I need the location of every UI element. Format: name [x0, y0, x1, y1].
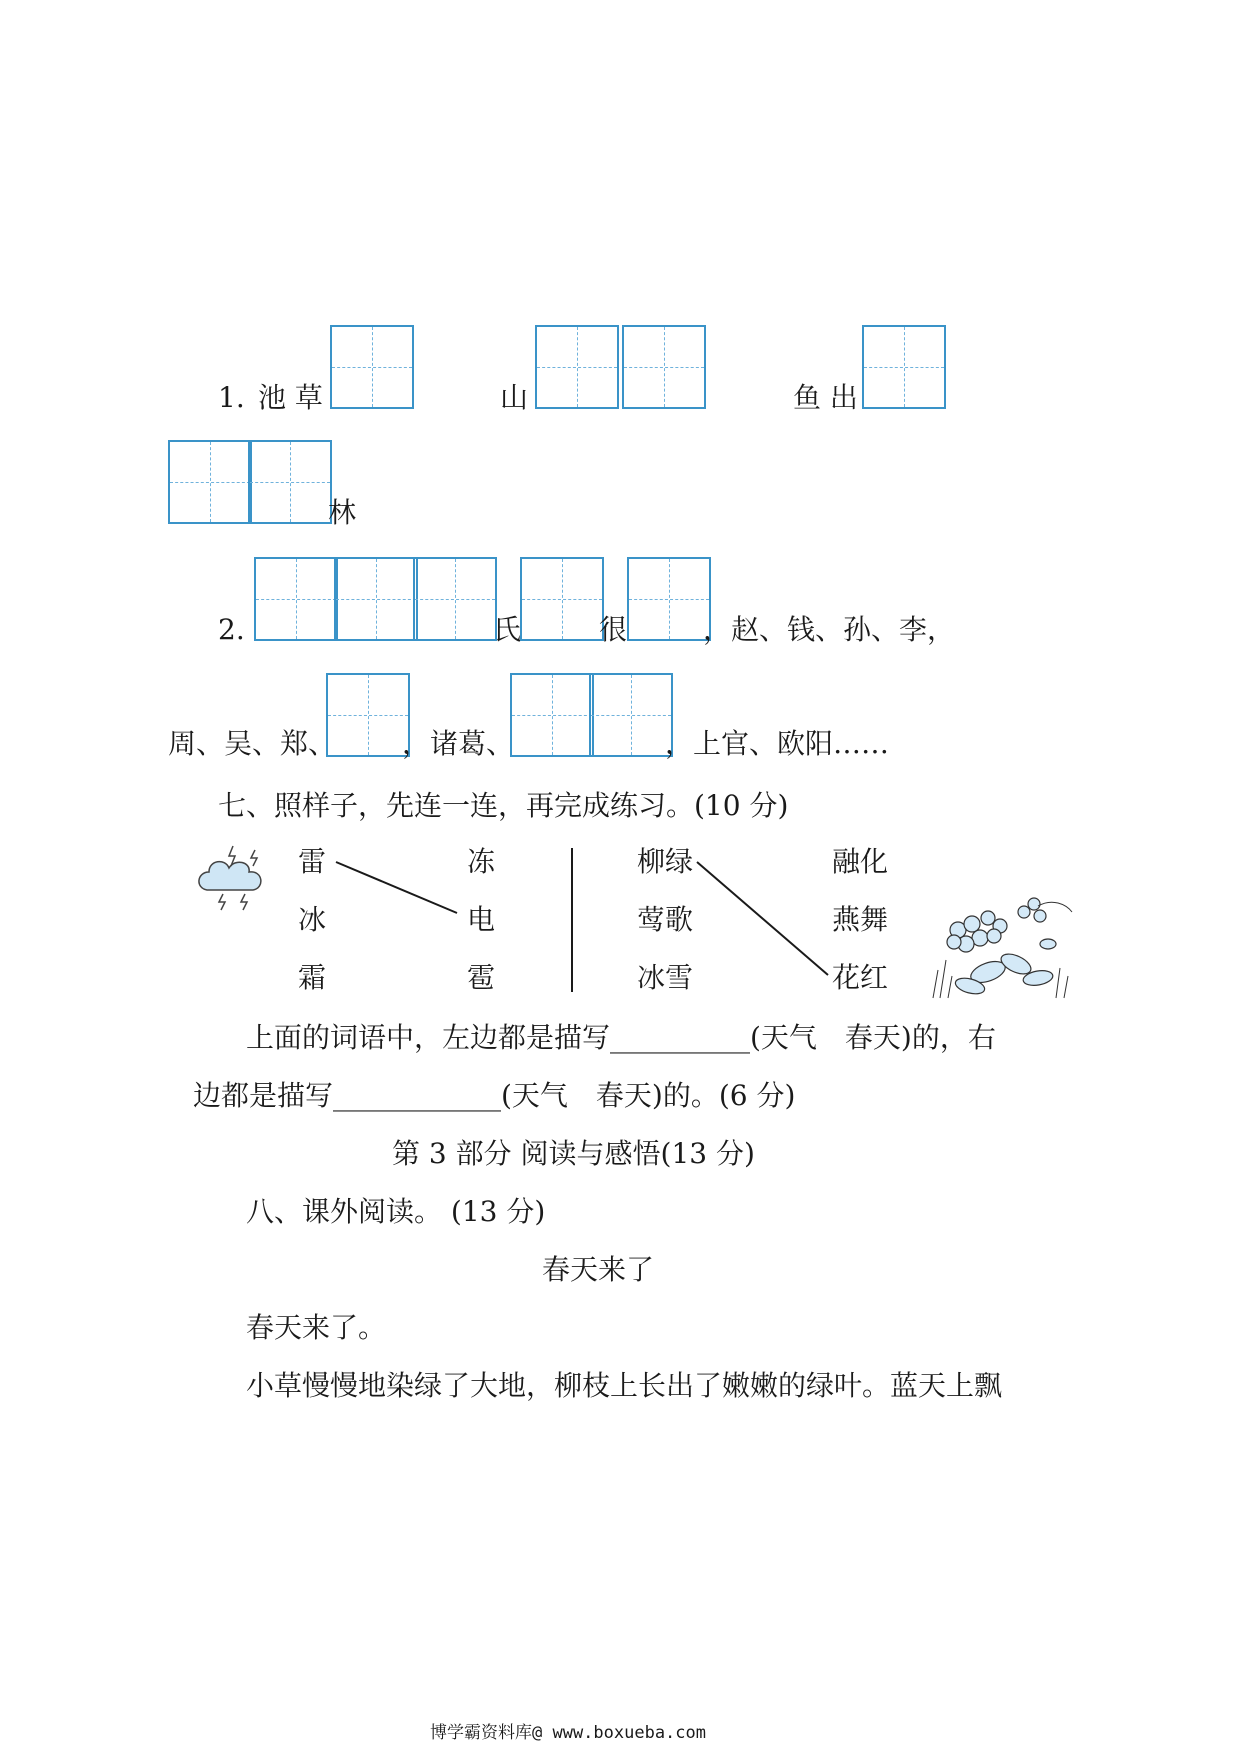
item2-line2-start: 周、吴、郑、	[168, 727, 337, 760]
passage-paragraph-1: 春天来了。	[246, 1311, 387, 1344]
passage-title: 春天来了	[542, 1253, 655, 1286]
item1-text-chicao: 池 草	[258, 381, 323, 414]
weather-word-left-1[interactable]: 雷	[298, 845, 327, 878]
weather-word-right-2[interactable]: 电	[467, 903, 496, 936]
weather-word-left-2[interactable]: 冰	[298, 903, 327, 936]
item1-text-lin: 林	[328, 496, 357, 529]
weather-word-right-3[interactable]: 雹	[467, 961, 496, 994]
q7-sentence-line1: 上面的词语中，左边都是描写__________(天气 春天)的，右	[246, 1021, 996, 1054]
spring-word-left-1[interactable]: 柳绿	[637, 845, 694, 878]
item1-text-yuchu: 鱼 出	[793, 381, 858, 414]
spring-word-right-1[interactable]: 融化	[832, 845, 889, 878]
part3-heading: 第 3 部分 阅读与感悟(13 分)	[392, 1137, 755, 1170]
spring-word-right-3[interactable]: 花红	[832, 961, 889, 994]
item1-text-shan: 山	[500, 381, 529, 414]
q7-sentence-line2: 边都是描写____________(天气 春天)的。(6 分)	[193, 1079, 796, 1112]
spring-word-left-3[interactable]: 冰雪	[637, 961, 694, 994]
item2-text-hen: 很	[599, 613, 628, 646]
q8-heading: 八、课外阅读。 (13 分)	[246, 1195, 546, 1228]
spring-word-left-2[interactable]: 莺歌	[637, 903, 694, 936]
item2-text-zhuge: ，诸葛、	[402, 727, 515, 760]
item2-line1-end: ，赵、钱、孙、李，	[703, 613, 956, 646]
spring-word-right-2[interactable]: 燕舞	[832, 903, 889, 936]
weather-word-left-3[interactable]: 霜	[298, 961, 327, 994]
item2-text-shi: 氏	[493, 613, 522, 646]
item1-number: 1.	[218, 381, 245, 414]
item2-line2-end: ，上官、欧阳……	[665, 727, 890, 760]
q7-heading: 七、照样子，先连一连，再完成练习。(10 分)	[218, 789, 789, 822]
page-footer-watermark: 博学霸资料库@ www.boxueba.com	[430, 1723, 706, 1743]
item2-number: 2.	[218, 613, 245, 646]
spring-flowers-illustration	[928, 890, 1073, 1005]
passage-paragraph-2: 小草慢慢地染绿了大地，柳枝上长出了嫩嫩的绿叶。蓝天上飘	[246, 1369, 1003, 1402]
weather-word-right-1[interactable]: 冻	[467, 845, 496, 878]
